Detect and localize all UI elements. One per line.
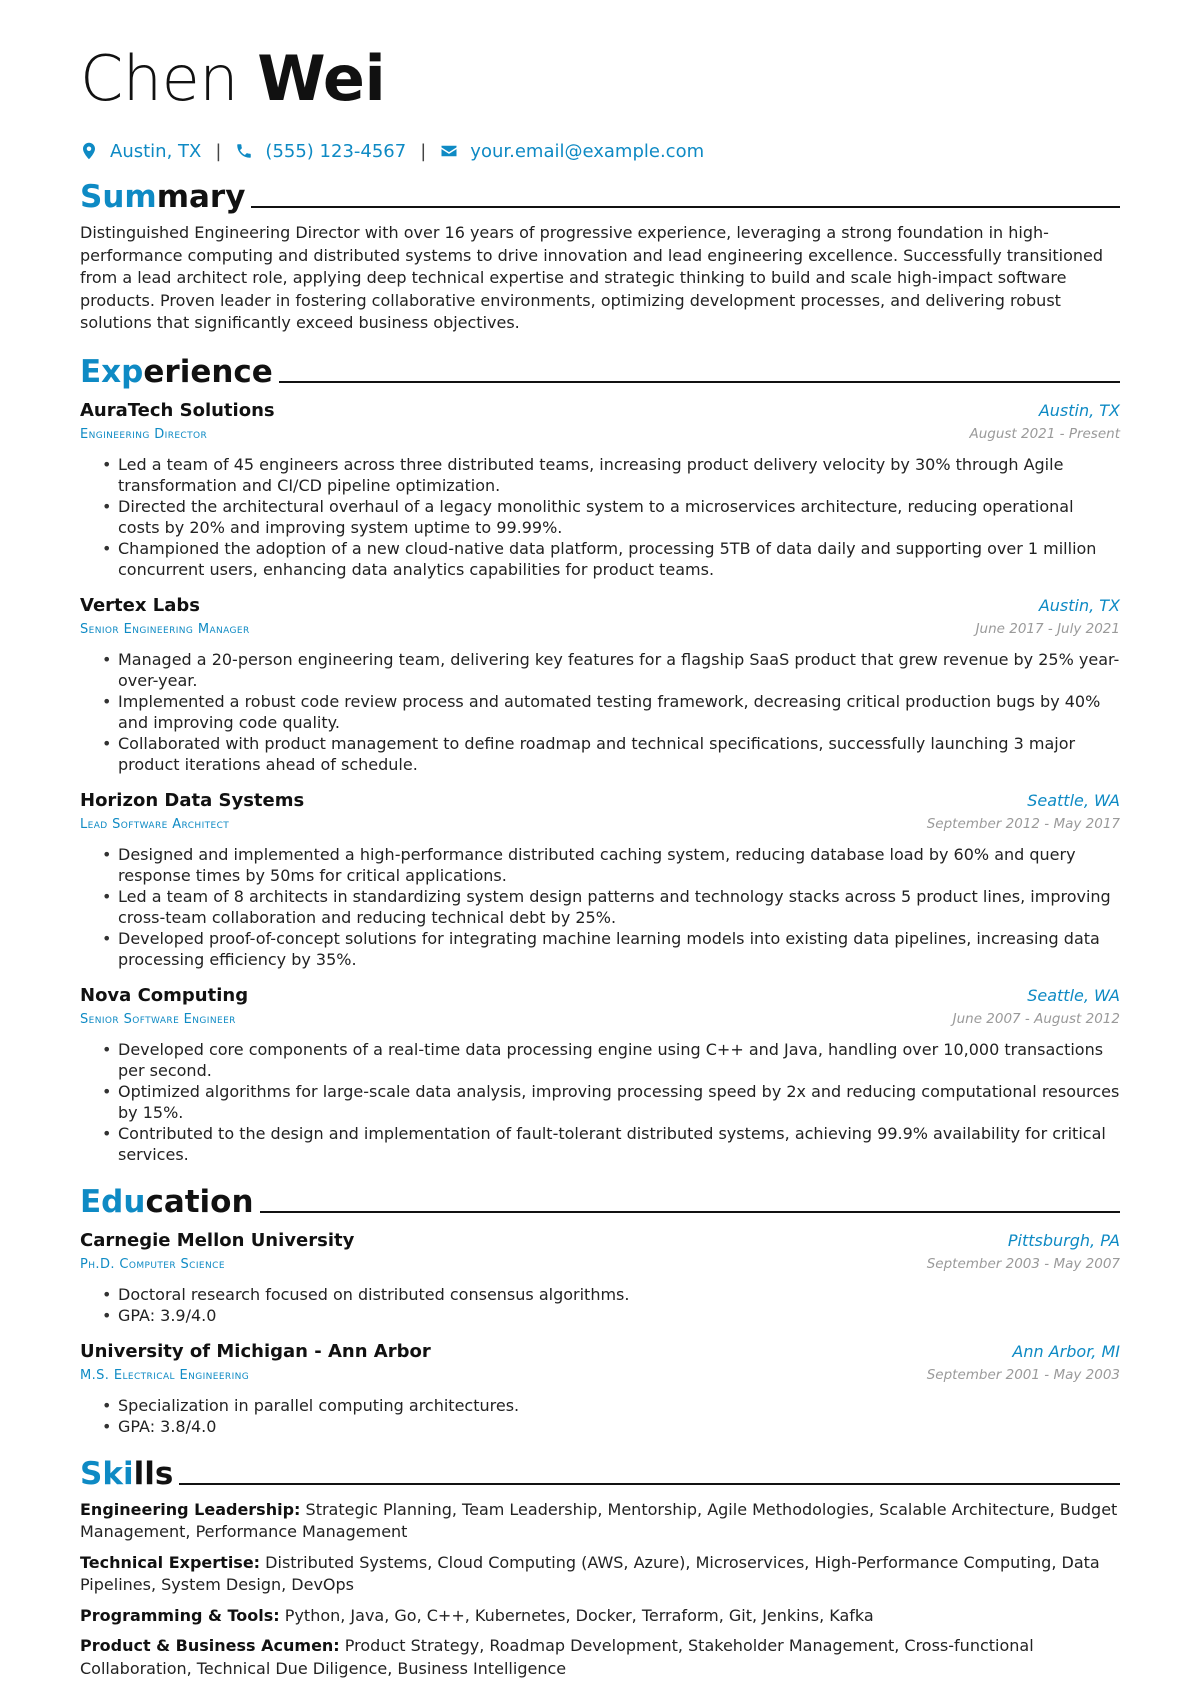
education-entry xyxy=(80,1340,1120,1437)
job-title: Senior Engineering Manager xyxy=(80,621,250,637)
section-rule xyxy=(179,1483,1120,1485)
entry-dates: September 2001 - May 2003 xyxy=(926,1366,1120,1383)
entry-dates: September 2012 - May 2017 xyxy=(926,815,1120,832)
entry-dates: September 2003 - May 2007 xyxy=(926,1255,1120,1272)
entry-dates: June 2017 - July 2021 xyxy=(975,620,1120,637)
phone-icon xyxy=(235,142,253,160)
section-rule xyxy=(251,206,1120,208)
company-name: Horizon Data Systems xyxy=(80,789,305,811)
school-name: University of Michigan - Ann Arbor xyxy=(80,1340,431,1362)
job-title: Lead Software Architect xyxy=(80,816,230,832)
first-name: Chen xyxy=(80,42,239,115)
contact-bar xyxy=(80,138,1120,164)
experience-heading xyxy=(80,353,1120,391)
bullet-item: • GPA: 3.8/4.0 xyxy=(102,1416,1120,1437)
entry-location: Austin, TX xyxy=(1038,400,1120,420)
job-title: Engineering Director xyxy=(80,426,208,442)
section-title: Experience xyxy=(80,353,273,390)
bullet-item: • Specialization in parallel computing architectures. xyxy=(102,1395,1120,1416)
bullet-list xyxy=(102,649,1120,775)
contact-email[interactable] xyxy=(440,141,704,162)
skill-label: Product & Business Acumen: xyxy=(80,1636,340,1655)
section-rule xyxy=(260,1211,1120,1213)
company-name: AuraTech Solutions xyxy=(80,399,275,421)
section-rule xyxy=(279,381,1120,383)
job-title: Senior Software Engineer xyxy=(80,1011,236,1027)
degree: M.S. Electrical Engineering xyxy=(80,1367,250,1383)
experience-entry xyxy=(80,399,1120,580)
experience-entry xyxy=(80,594,1120,775)
email-text: your.email@example.com xyxy=(470,140,705,162)
bullet-item: • Developed proof-of-concept solutions for integrating machine learning models into existing data pipelines, increasing data processing efficiency by 35%. xyxy=(102,928,1120,970)
section-title: Summary xyxy=(80,179,246,215)
bullet-item: • Doctoral research focused on distributed consensus algorithms. xyxy=(102,1284,1120,1305)
skills-heading xyxy=(80,1455,1120,1493)
section-title: Skills xyxy=(80,1455,174,1492)
bullet-list xyxy=(102,1395,1120,1437)
entry-dates: June 2007 - August 2012 xyxy=(952,1010,1120,1027)
skill-label: Programming & Tools: xyxy=(80,1605,280,1625)
experience-entry xyxy=(80,789,1120,970)
entry-dates: August 2021 - Present xyxy=(969,425,1120,442)
skill-text: Strategic Planning, Team Leadership, Mentorship, Agile Methodologies, Scalable Architecture, Budget Management, Performance Management xyxy=(80,1499,1118,1541)
experience-entry xyxy=(80,984,1120,1165)
skill-text: Product Strategy, Roadmap Development, Stakeholder Management, Cross-functional Collaboration, Technical Due Diligence, Business Intelligence xyxy=(80,1636,1034,1678)
bullet-item: • Championed the adoption of a new cloud-native data platform, processing 5TB of data daily and supporting over 1 million concurrent users, enhancing data analytics capabilities for product teams. xyxy=(102,538,1120,580)
skill-label: Engineering Leadership: xyxy=(80,1499,301,1519)
education-list xyxy=(80,1229,1120,1437)
skill-text: Python, Java, Go, C++, Kubernetes, Docker, Terraform, Git, Jenkins, Kafka xyxy=(284,1605,874,1625)
summary-text: Distinguished Engineering Director with over 16 years of progressive experience, leveraging a strong foundation in high-performance computing and distributed systems to drive innovation and lead engineering excellence. Successfully transitioned from a lead architect role, applying deep technical expertise and strategic thinking to build and scale high-impact software products. Proven leader in fostering collaborative environments, optimizing development processes, and delivering robust solutions that significantly exceed business objectives. xyxy=(80,223,1103,332)
entry-location: Pittsburgh, PA xyxy=(1007,1230,1120,1250)
skills-list xyxy=(80,1499,1120,1681)
bullet-item: • Collaborated with product management to define roadmap and technical specifications, successfully launching 3 major product iterations ahead of schedule. xyxy=(102,733,1120,775)
bullet-item: • Designed and implemented a high-performance distributed caching system, reducing database load by 60% and query response times by 50ms for critical applications. xyxy=(102,844,1120,886)
skill-row xyxy=(80,1605,1120,1628)
entry-location: Austin, TX xyxy=(1038,595,1120,615)
summary-heading xyxy=(80,178,1120,216)
contact-separator: | xyxy=(420,140,427,162)
contact-location xyxy=(80,141,201,162)
entry-location: Ann Arbor, MI xyxy=(1012,1341,1120,1361)
skill-text: Distributed Systems, Cloud Computing (AWS, Azure), Microservices, High-Performance Computing, Data Pipelines, System Design, DevOps xyxy=(80,1552,1100,1594)
bullet-item: • GPA: 3.9/4.0 xyxy=(102,1305,1120,1326)
degree: Ph.D. Computer Science xyxy=(80,1256,225,1272)
bullet-item: • Led a team of 8 architects in standardizing system design patterns and technology stacks across 5 product lines, improving cross-team collaboration and reducing technical debt by 25%. xyxy=(102,886,1120,928)
contact-separator: | xyxy=(215,140,222,162)
section-title: Education xyxy=(80,1183,254,1220)
bullet-item: • Directed the architectural overhaul of a legacy monolithic system to a microservices architecture, reducing operational costs by 20% and improving system uptime to 99.99%. xyxy=(102,496,1120,538)
education-heading xyxy=(80,1183,1120,1221)
map-marker-icon xyxy=(80,142,98,160)
bullet-item: • Developed core components of a real-time data processing engine using C++ and Java, handling over 10,000 transactions per second. xyxy=(102,1039,1120,1081)
phone-text: (555) 123-4567 xyxy=(265,140,407,162)
entry-location: Seattle, WA xyxy=(1027,790,1120,810)
bullet-list xyxy=(102,1284,1120,1326)
bullet-item: • Managed a 20-person engineering team, delivering key features for a flagship SaaS product that grew revenue by 25% year-over-year. xyxy=(102,649,1120,691)
contact-phone[interactable] xyxy=(235,141,406,162)
resume-page xyxy=(80,40,1120,1680)
last-name: Wei xyxy=(257,42,386,115)
skill-row xyxy=(80,1635,1120,1680)
school-name: Carnegie Mellon University xyxy=(80,1229,355,1251)
company-name: Nova Computing xyxy=(80,984,249,1006)
experience-list xyxy=(80,399,1120,1165)
envelope-icon xyxy=(440,142,458,160)
bullet-item: • Implemented a robust code review process and automated testing framework, decreasing critical production bugs by 40% and improving code quality. xyxy=(102,691,1120,733)
location-text: Austin, TX xyxy=(110,140,202,162)
bullet-item: • Contributed to the design and implementation of fault-tolerant distributed systems, achieving 99.9% availability for critical services. xyxy=(102,1123,1120,1165)
entry-location: Seattle, WA xyxy=(1027,985,1120,1005)
skill-row xyxy=(80,1499,1120,1544)
bullet-item: • Optimized algorithms for large-scale data analysis, improving processing speed by 2x and reducing computational resources by 15%. xyxy=(102,1081,1120,1123)
skill-label: Technical Expertise: xyxy=(80,1552,261,1572)
bullet-item: • Led a team of 45 engineers across three distributed teams, increasing product delivery velocity by 30% through Agile transformation and CI/CD pipeline optimization. xyxy=(102,454,1120,496)
skill-row xyxy=(80,1552,1120,1597)
candidate-name xyxy=(80,40,1120,118)
bullet-list xyxy=(102,454,1120,580)
company-name: Vertex Labs xyxy=(80,594,200,616)
bullet-list xyxy=(102,1039,1120,1165)
education-entry xyxy=(80,1229,1120,1326)
bullet-list xyxy=(102,844,1120,970)
